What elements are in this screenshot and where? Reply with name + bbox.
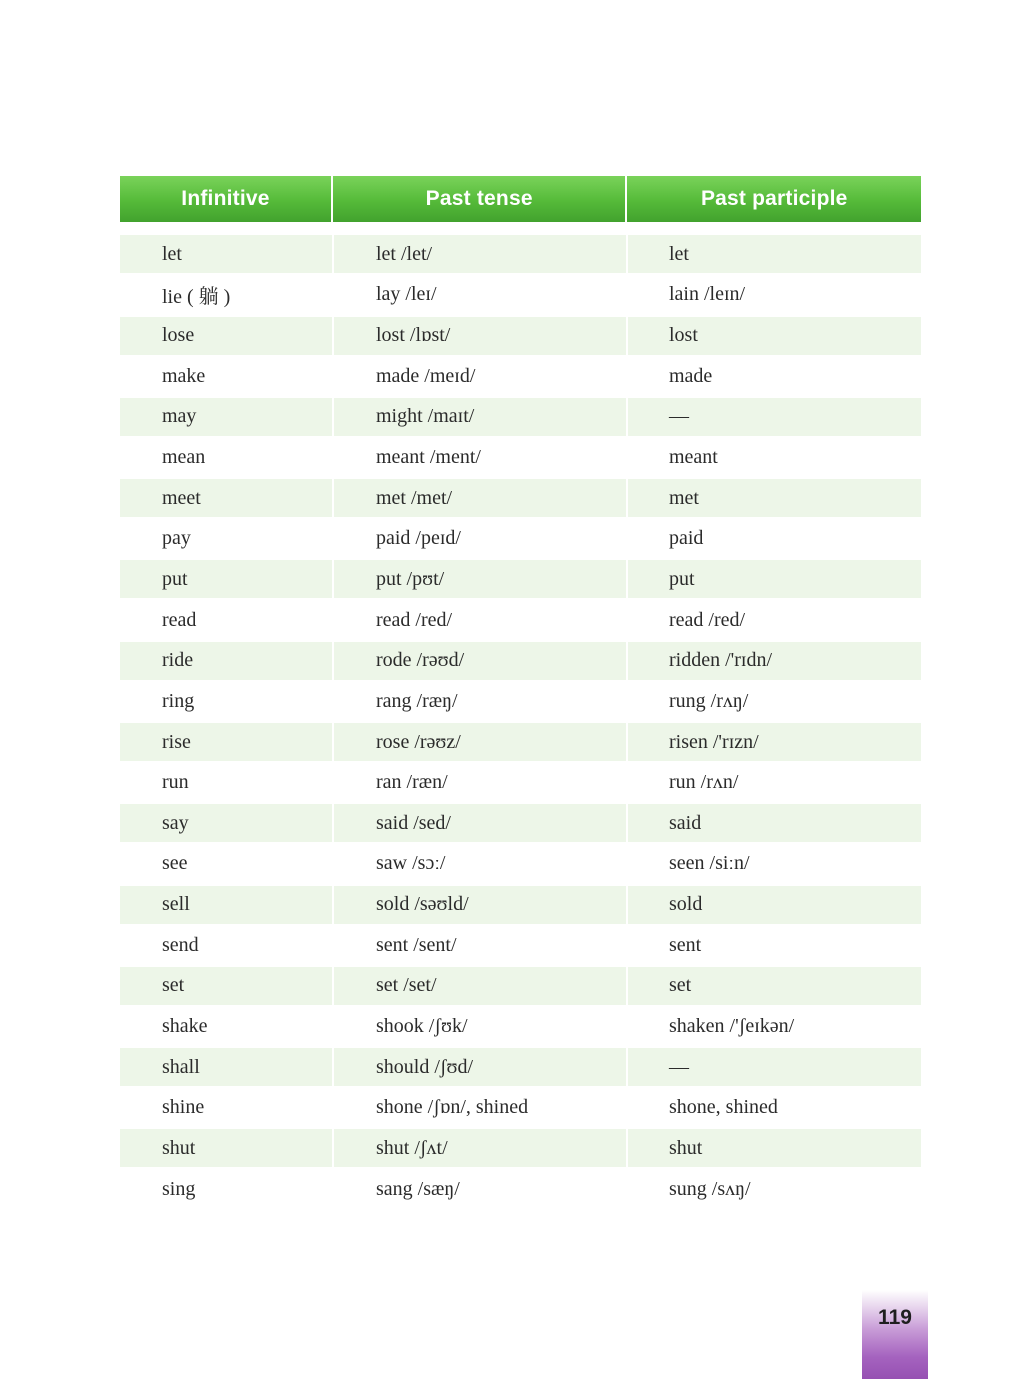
- cell-infinitive: shut: [120, 1129, 332, 1167]
- table-row: [120, 681, 921, 722]
- cell-past-participle: rung /rʌŋ/: [669, 689, 749, 712]
- table-row: [120, 844, 921, 885]
- cell-past-tense: rang /ræŋ/: [376, 689, 458, 712]
- cell-past-tense: paid /peɪd/: [376, 527, 461, 550]
- cell-past-tense: shut /ʃʌt/: [332, 1129, 626, 1167]
- table-row: [120, 640, 921, 681]
- cell-infinitive: shine: [162, 1096, 205, 1119]
- cell-past-participle: sung /sʌŋ/: [669, 1177, 751, 1200]
- cell-past-tense: saw /sɔː/: [376, 852, 446, 875]
- cell-infinitive: ring: [162, 689, 195, 712]
- cell-past-tense: sang /sæŋ/: [376, 1177, 460, 1200]
- table-row: [120, 884, 921, 925]
- cell-infinitive: sing: [162, 1177, 196, 1200]
- cell-past-tense: lay /leɪ/: [376, 283, 437, 306]
- table-row: [120, 1047, 921, 1088]
- table-row: [120, 1128, 921, 1169]
- cell-infinitive: run: [162, 771, 189, 794]
- table-row: [120, 722, 921, 763]
- table-row: [120, 1006, 921, 1047]
- cell-infinitive: rise: [120, 723, 332, 761]
- cell-past-tense: met /met/: [332, 479, 626, 517]
- cell-infinitive: shall: [120, 1048, 332, 1086]
- cell-infinitive: read: [162, 608, 197, 631]
- cell-past-participle: seen /siːn/: [669, 852, 750, 875]
- cell-past-tense: set /set/: [332, 967, 626, 1005]
- table-row: [120, 437, 921, 478]
- table-row: [120, 315, 921, 356]
- cell-infinitive: lose: [120, 317, 332, 355]
- cell-past-tense: made /meɪd/: [376, 364, 476, 387]
- cell-past-tense: lost /lɒst/: [332, 317, 626, 355]
- cell-infinitive: let: [120, 235, 332, 273]
- cell-past-participle: shone, shined: [669, 1096, 778, 1119]
- cell-past-tense: meant /ment/: [376, 446, 481, 469]
- cell-past-tense: rode /rəʊd/: [332, 642, 626, 680]
- table-row: [120, 966, 921, 1007]
- table-row: [120, 518, 921, 559]
- cell-past-participle: shaken /'ʃeɪkən/: [669, 1014, 795, 1037]
- page-number: 119: [878, 1306, 912, 1329]
- table-row: [120, 1169, 921, 1210]
- cell-past-participle: lain /leɪn/: [669, 283, 746, 306]
- cell-past-participle: let: [626, 235, 921, 273]
- cell-infinitive: may: [120, 398, 332, 436]
- cell-past-participle: ridden /'rɪdn/: [626, 642, 921, 680]
- header-past-tense: Past tense: [331, 176, 626, 222]
- cell-infinitive: sell: [120, 886, 332, 924]
- cell-past-tense: said /sed/: [332, 804, 626, 842]
- irregular-verbs-table: [120, 176, 921, 1209]
- cell-past-tense: should /ʃʊd/: [332, 1048, 626, 1086]
- table-row: [120, 275, 921, 316]
- cell-past-participle: lost: [626, 317, 921, 355]
- cell-past-participle: sold: [626, 886, 921, 924]
- cell-past-participle: met: [626, 479, 921, 517]
- table-body: [120, 234, 921, 1209]
- table-row: [120, 803, 921, 844]
- cell-past-tense: ran /ræn/: [376, 771, 448, 794]
- cell-past-participle: set: [626, 967, 921, 1005]
- table-row: [120, 234, 921, 275]
- cell-infinitive: ride: [120, 642, 332, 680]
- cell-past-participle: —: [626, 1048, 921, 1086]
- cell-infinitive: put: [120, 560, 332, 598]
- cell-past-tense: put /pʊt/: [332, 560, 626, 598]
- cell-past-participle: read /red/: [669, 608, 746, 631]
- cell-past-tense: might /maɪt/: [332, 398, 626, 436]
- table-row: [120, 925, 921, 966]
- page-number-tab: [862, 1290, 928, 1379]
- table-header: [120, 176, 921, 222]
- cell-past-participle: —: [626, 398, 921, 436]
- cell-past-tense: sent /sent/: [376, 933, 457, 956]
- cell-past-participle: run /rʌn/: [669, 771, 739, 794]
- cell-past-tense: read /red/: [376, 608, 453, 631]
- cell-infinitive: shake: [162, 1014, 208, 1037]
- table-row: [120, 397, 921, 438]
- cell-infinitive: lie ( 躺 ): [162, 286, 231, 309]
- cell-past-participle: paid: [669, 527, 704, 550]
- cell-infinitive: set: [120, 967, 332, 1005]
- table-row: [120, 1087, 921, 1128]
- cell-past-participle: put: [626, 560, 921, 598]
- cell-past-tense: let /let/: [332, 235, 626, 273]
- cell-past-participle: shut: [626, 1129, 921, 1167]
- table-row: [120, 762, 921, 803]
- table-row: [120, 600, 921, 641]
- cell-past-participle: meant: [669, 446, 718, 469]
- cell-infinitive: meet: [120, 479, 332, 517]
- cell-past-participle: risen /'rɪzn/: [626, 723, 921, 761]
- header-infinitive: Infinitive: [181, 187, 270, 210]
- cell-infinitive: say: [120, 804, 332, 842]
- cell-past-participle: sent: [669, 933, 702, 956]
- cell-past-participle: made: [669, 364, 713, 387]
- cell-past-tense: sold /səʊld/: [332, 886, 626, 924]
- table-row: [120, 478, 921, 519]
- cell-past-participle: said: [626, 804, 921, 842]
- cell-past-tense: rose /rəʊz/: [332, 723, 626, 761]
- cell-infinitive: mean: [162, 446, 206, 469]
- header-past-participle: Past participle: [625, 176, 921, 222]
- cell-infinitive: pay: [162, 527, 191, 550]
- cell-infinitive: send: [162, 933, 199, 956]
- cell-past-tense: shone /ʃɒn/, shined: [376, 1096, 529, 1119]
- cell-infinitive: make: [162, 364, 206, 387]
- cell-infinitive: see: [162, 852, 188, 875]
- table-row: [120, 356, 921, 397]
- cell-past-tense: shook /ʃʊk/: [376, 1014, 468, 1037]
- table-row: [120, 559, 921, 600]
